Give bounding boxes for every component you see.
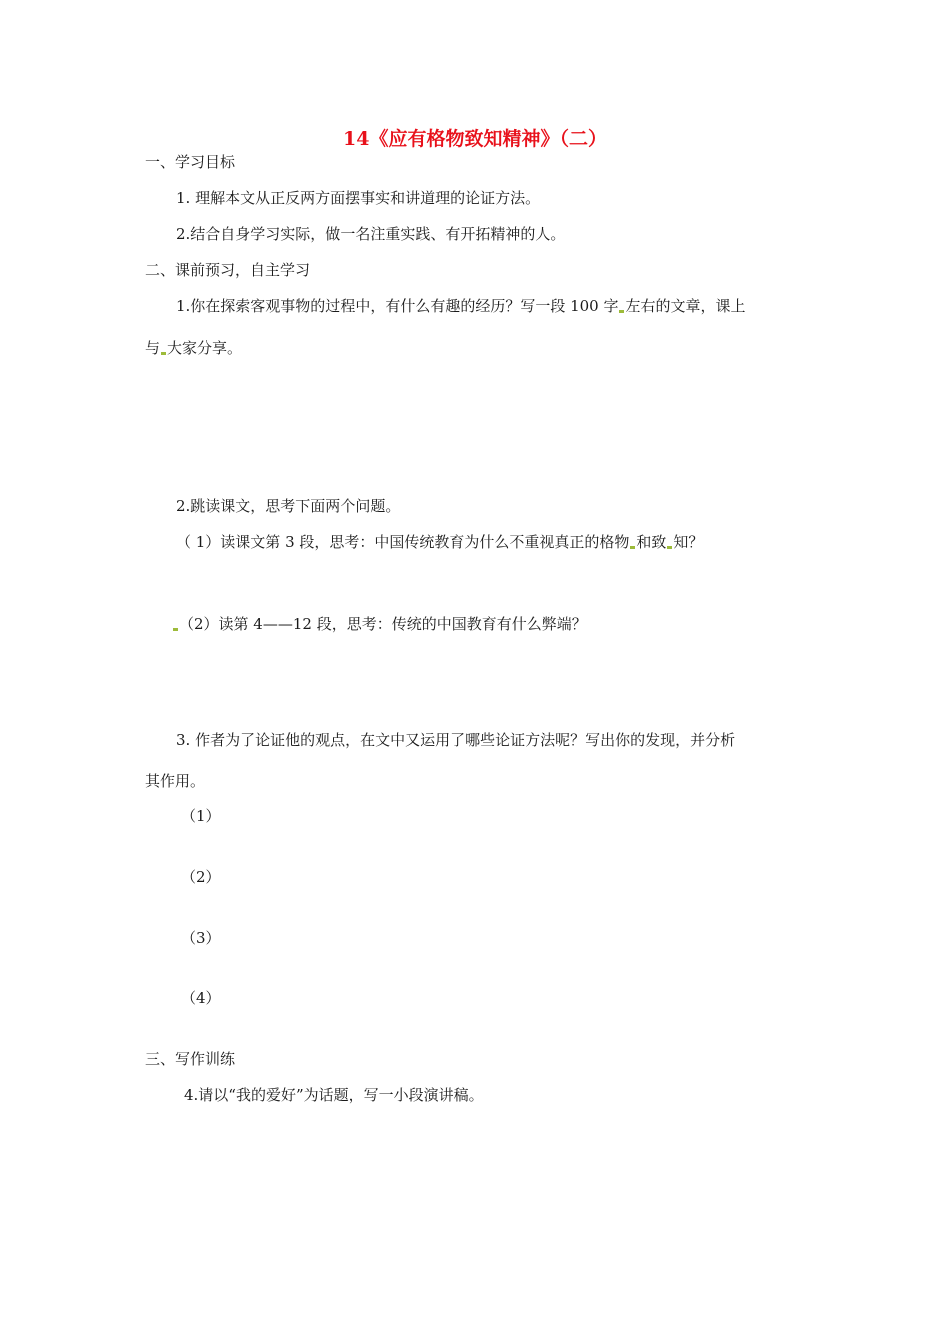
section-heading-preview: 二、课前预习，自主学习 (145, 261, 311, 279)
goal-1: 1. 理解本文从正反两方面摆事实和讲道理的论证方法。 (176, 189, 541, 207)
highlight-mark (173, 628, 178, 631)
highlight-mark (667, 546, 672, 549)
question-1-line-1 (176, 296, 746, 316)
question-1-text-d: 大家分享。 (167, 339, 243, 357)
question-2-sub-2 (172, 614, 587, 634)
question-2-sub-1-text-c: 知？ (673, 533, 704, 551)
goal-2: 2.结合自身学习实际，做一名注重实践、有开拓精神的人。 (176, 225, 566, 243)
question-3-line-2: 其作用。 (145, 772, 206, 790)
section-heading-goals: 一、学习目标 (145, 153, 236, 171)
question-4: 4.请以“我的爱好”为话题，写一小段演讲稿。 (184, 1086, 484, 1104)
question-3-line-1: 3. 作者为了论证他的观点，在文中又运用了哪些论证方法呢？写出你的发现，并分析 (176, 731, 736, 749)
answer-slot-3: （3） (181, 929, 221, 947)
question-1-text-a: 1.你在探索客观事物的过程中，有什么有趣的经历？写一段 100 字 (176, 297, 619, 315)
section-heading-writing: 三、写作训练 (145, 1050, 236, 1068)
highlight-mark (630, 546, 635, 549)
question-2-sub-1 (176, 532, 703, 552)
page-title: 14《应有格物致知精神》（二） (343, 128, 607, 150)
question-2-sub-1-text-b: 和致 (636, 533, 667, 551)
answer-slot-1: （1） (181, 807, 221, 825)
question-2-sub-1-text-a: （ 1）读课文第 3 段，思考：中国传统教育为什么不重视真正的格物 (176, 533, 630, 551)
question-2-heading: 2.跳读课文，思考下面两个问题。 (176, 497, 401, 515)
highlight-mark (161, 352, 166, 355)
answer-slot-2: （2） (181, 868, 221, 886)
question-1-text-b: 左右的文章，课上 (625, 297, 746, 315)
question-1-text-c: 与 (145, 339, 161, 357)
highlight-mark (619, 310, 624, 313)
question-1-line-2 (145, 338, 242, 358)
answer-slot-4: （4） (181, 989, 221, 1007)
question-2-sub-2-text: （2）读第 4——12 段，思考：传统的中国教育有什么弊端？ (179, 615, 587, 633)
